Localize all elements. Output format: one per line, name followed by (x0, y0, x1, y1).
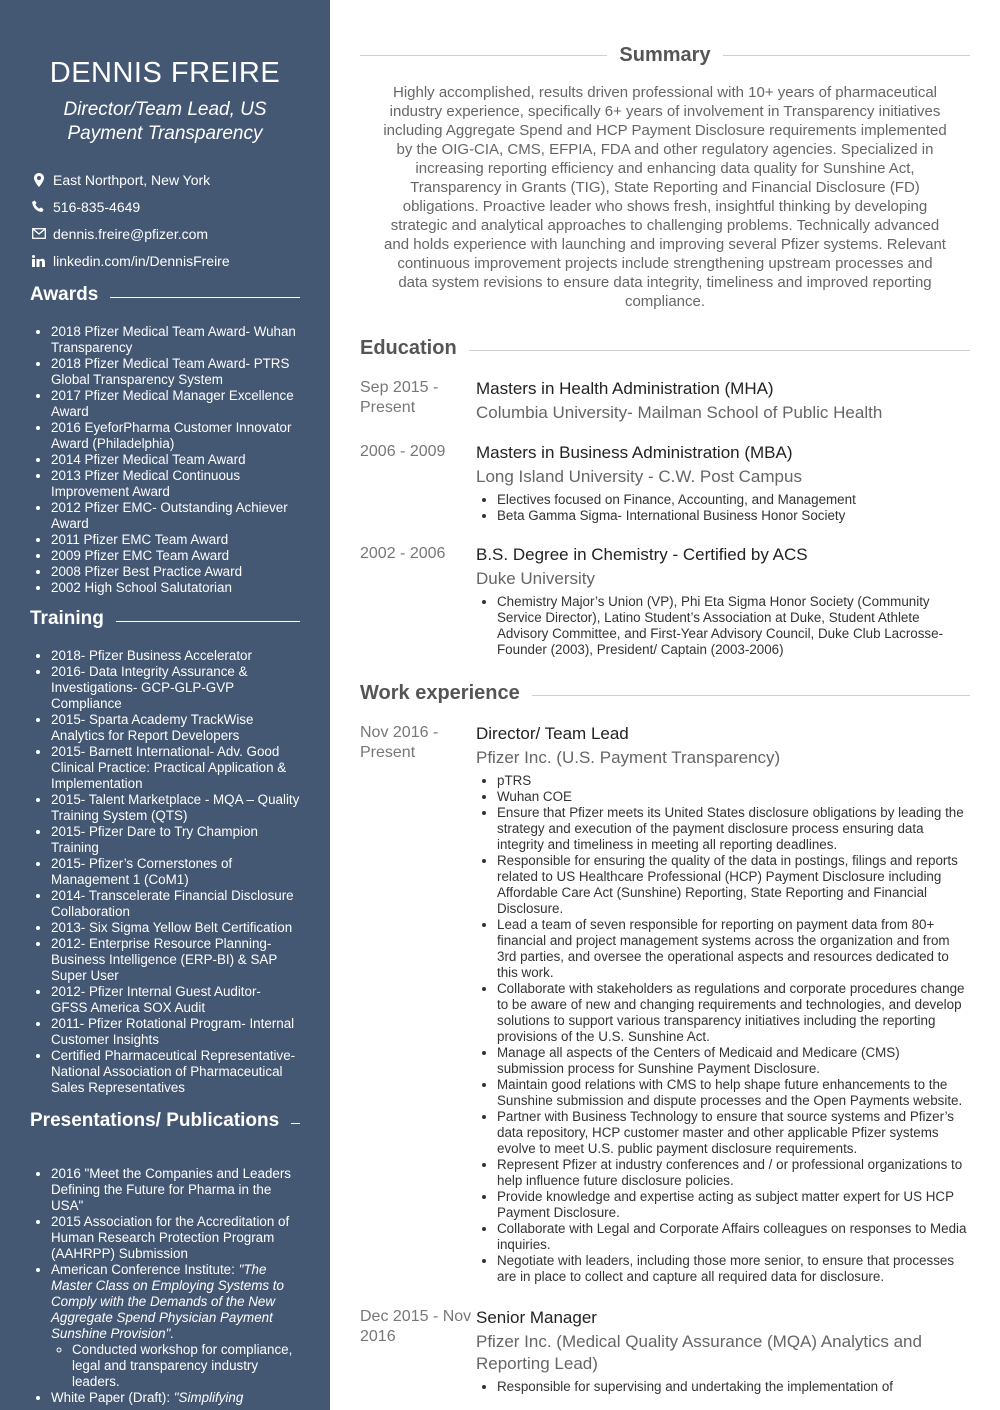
entry-date: Nov 2016 - Present (360, 724, 439, 761)
work-experience-section (360, 682, 970, 1395)
list-item: • Negotiate with leaders, including those more senior, to ensure that processes are in place to collect and capture all required data for disclosure. (497, 1253, 970, 1285)
linkedin-icon (30, 255, 47, 267)
list-item: • Provide knowledge and expertise acting as subject matter expert for US HCP Payment Disclosure. (497, 1189, 970, 1221)
list-item: • Manage all aspects of the Centers of Medicaid and Medicare (CMS) submission process for Sunshine Payment Disclosure. (497, 1045, 970, 1077)
presentations-divider (291, 1123, 300, 1124)
list-item: • 2015- Talent Marketplace - MQA – Quality Training System (QTS) (51, 792, 300, 824)
awards-section (30, 284, 300, 596)
list-item: • 2011- Pfizer Rotational Program- Internal Customer Insights (51, 1016, 300, 1048)
entry-title: Director/ Team Lead (476, 724, 629, 743)
work-entry (360, 723, 970, 1285)
summary-heading-row (360, 42, 970, 68)
education-heading: Education (360, 337, 457, 359)
sidebar (0, 0, 330, 1410)
list-item: • 2018 Pfizer Medical Team Award- Wuhan Transparency (51, 324, 300, 356)
entry-organization: Duke University (476, 569, 596, 588)
list-item: • Electives focused on Finance, Accounting, and Management (497, 492, 970, 508)
training-heading: Training (30, 608, 104, 629)
entry-title: Masters in Business Administration (MBA) (476, 443, 793, 462)
training-divider (116, 621, 300, 622)
summary-text: Highly accomplished, results driven professional with 10+ years of pharmaceutical industry experience, specifically 6+ years of involvement in Transparency initiatives including Aggregate Spend and HCP Payment Disclosure requirements implemented by the OIG-CIA, CMS, EFPIA, FDA and other regulatory agencies. Specialized in increasing reporting efficiency and enhancing data quality for Sunshine Act, Transparency in Grants (TIG), State Reporting and Financial Disclosure (FD) obligations. Proactive leader who shows fresh, insightful thinking by developing strategic and analytical approaches to challenging problems. Technically advanced and holds experience with launching and improving several Pfizer systems. Relevant continuous improvement projects include strengthening upstream processes and data system revisions to ensure data integrity, timeliness and improved reporting compliance. (383, 84, 947, 310)
list-item: • Ensure that Pfizer meets its United States disclosure obligations by leading the strategy and execution of the payment disclosure process ensuring data integrity and timeliness in meeting all reporting deadlines. (497, 805, 970, 853)
entry-organization: Pfizer Inc. (U.S. Payment Transparency) (476, 748, 781, 767)
presentations-heading-row (30, 1110, 300, 1132)
publication-type: White Paper (Draft): (51, 1390, 174, 1405)
entry-bullets (476, 492, 970, 524)
list-item: • 2016 EyeforPharma Customer Innovator Award (Philadelphia) (51, 420, 300, 452)
entry-body (476, 442, 970, 524)
entry-bullets (476, 1379, 970, 1395)
list-item: ◦ Conducted workshop for compliance, legal and transparency industry leaders. (72, 1342, 300, 1390)
entry-date: 2006 - 2009 (360, 443, 446, 460)
presentations-heading: Presentations/ Publications (30, 1110, 280, 1131)
presentation-sub-list (51, 1342, 300, 1390)
location-icon (30, 173, 47, 187)
entry-organization: Columbia University- Mailman School of Public Health (476, 403, 883, 422)
entry-title: Masters in Health Administration (MHA) (476, 379, 774, 398)
phone-icon (30, 200, 47, 213)
education-entry (360, 544, 970, 658)
entry-date: Sep 2015 - Present (360, 379, 439, 416)
contact-linkedin-text[interactable]: linkedin.com/in/DennisFreire (53, 252, 230, 269)
work-entry (360, 1307, 970, 1395)
entry-bullets (476, 773, 970, 1285)
entry-date: 2002 - 2006 (360, 545, 446, 562)
work-heading-row (360, 682, 970, 705)
list-item: • 2016 "Meet the Companies and Leaders Defining the Future for Pharma in the USA" (51, 1166, 300, 1214)
entry-organization: Long Island University - C.W. Post Campus (476, 467, 802, 486)
candidate-name: DENNIS FREIRE (49, 57, 281, 89)
awards-divider (110, 297, 300, 298)
summary-section (360, 42, 970, 311)
email-icon (30, 228, 47, 239)
list-item: • 2015- Pfizer Dare to Try Champion Training (51, 824, 300, 856)
list-item: • Beta Gamma Sigma- International Business Honor Society (497, 508, 970, 524)
list-item: • 2015- Pfizer’s Cornerstones of Management 1 (CoM1) (51, 856, 300, 888)
contact-phone (30, 193, 330, 220)
list-item: • 2012- Pfizer Internal Guest Auditor- GFSS America SOX Audit (51, 984, 300, 1016)
contact-location (30, 166, 330, 193)
presentations-list (30, 1166, 300, 1406)
contact-phone-text: 516-835-4649 (53, 198, 141, 215)
list-item: • 2011 Pfizer EMC Team Award (51, 532, 300, 548)
list-item: • Chemistry Major’s Union (VP), Phi Eta Sigma Honor Society (Community Service Director), Latino Student’s Association at Duke, Student Athlete Advisory Committee, and First-Year Advisory Council, Duke Club Lacrosse- Founder (2003), President/ Captain (2003-2006) (497, 594, 970, 658)
awards-list (30, 324, 300, 596)
training-heading-row (30, 608, 300, 630)
list-item: • Responsible for supervising and undertaking the implementation of (497, 1379, 970, 1395)
list-item: • 2014- Transcelerate Financial Disclosure Collaboration (51, 888, 300, 920)
entry-body (476, 723, 970, 1285)
summary-divider-right (723, 55, 970, 56)
entry-body (476, 378, 970, 424)
awards-heading: Awards (30, 284, 99, 305)
contact-linkedin[interactable] (30, 247, 330, 274)
contact-email[interactable] (30, 220, 330, 247)
publication-title: "Simplifying (173, 1390, 244, 1405)
list-item: • 2009 Pfizer EMC Team Award (51, 548, 300, 564)
work-heading: Work experience (360, 682, 520, 704)
list-item: • 2015- Sparta Academy TrackWise Analytics for Report Developers (51, 712, 300, 744)
list-item: • 2017 Pfizer Medical Manager Excellence Award (51, 388, 300, 420)
entry-bullets (476, 594, 970, 658)
presentations-section (30, 1110, 300, 1406)
list-item: • 2013- Six Sigma Yellow Belt Certification (51, 920, 300, 936)
list-item: • pTRS (497, 773, 970, 789)
list-item: • Partner with Business Technology to ensure that source systems and Pfizer’s data repository, HCP customer master and other applicable Pfizer systems evolve to meet U.S. public payment disclosure requirements. (497, 1109, 970, 1157)
list-item: • Represent Pfizer at industry conferences and / or professional organizations to help influence future disclosure policies. (497, 1157, 970, 1189)
list-item: • 2008 Pfizer Best Practice Award (51, 564, 300, 580)
candidate-headline: Director/Team Lead, US Payment Transparency (63, 99, 267, 144)
entry-title: B.S. Degree in Chemistry - Certified by ACS (476, 545, 808, 564)
training-list (30, 648, 300, 1096)
list-item: • 2012- Enterprise Resource Planning- Business Intelligence (ERP-BI) & SAP Super User (51, 936, 300, 984)
training-section (30, 608, 300, 1096)
list-item: • 2015 Association for the Accreditation of Human Research Protection Program (AAHRPP) Submission (51, 1214, 300, 1262)
education-section (360, 337, 970, 658)
list-item: • 2016- Data Integrity Assurance & Investigations- GCP-GLP-GVP Compliance (51, 664, 300, 712)
entry-body (476, 1307, 970, 1395)
education-heading-row (360, 337, 970, 360)
list-item: • Certified Pharmaceutical Representative-National Association of Pharmaceutical Sales Representatives (51, 1048, 300, 1096)
work-divider (532, 695, 970, 696)
main-content (360, 0, 970, 1410)
entry-title: Senior Manager (476, 1308, 597, 1327)
list-item: • 2018- Pfizer Business Accelerator (51, 648, 300, 664)
list-item: • Lead a team of seven responsible for reporting on payment data from 80+ financial and project management systems across the organization and from 3rd parties, and oversee the operational aspects and resources dedicated to this work. (497, 917, 970, 981)
presentation-title: "The Master Class on Employing Systems to Comply with the Demands of the New Aggregate Spend Physician Payment Sunshine Provision". (51, 1262, 284, 1341)
list-item: • 2014 Pfizer Medical Team Award (51, 452, 300, 468)
list-item: • 2013 Pfizer Medical Continuous Improvement Award (51, 468, 300, 500)
summary-divider-left (360, 55, 607, 56)
summary-heading: Summary (619, 43, 711, 66)
list-item: • Maintain good relations with CMS to help shape future enhancements to the Sunshine submission and dispute processes and the Open Payments website. (497, 1077, 970, 1109)
list-item: • Collaborate with stakeholders as regulations and corporate procedures change to be aware of new and changing requirements and technologies, and develop solutions to support various transparency initiatives including the reporting provisions of the U.S. Sunshine Act. (497, 981, 970, 1045)
presentation-venue: American Conference Institute: (51, 1262, 239, 1277)
list-item: • Wuhan COE (497, 789, 970, 805)
education-entry (360, 378, 970, 424)
contact-email-text[interactable]: dennis.freire@pfizer.com (53, 225, 209, 242)
list-item: • 2015- Barnett International- Adv. Good Clinical Practice: Practical Application & Implementation (51, 744, 300, 792)
list-item (51, 1262, 300, 1390)
list-item: • Collaborate with Legal and Corporate Affairs colleagues on responses to Media inquiries. (497, 1221, 970, 1253)
list-item (51, 1390, 300, 1406)
entry-body (476, 544, 970, 658)
list-item: • 2012 Pfizer EMC- Outstanding Achiever Award (51, 500, 300, 532)
contact-list (30, 166, 330, 274)
list-item: • Responsible for ensuring the quality of the data in postings, filings and reports related to US Healthcare Professional (HCP) Payment Disclosure including Affordable Care Act (Sunshine) Reporting, State Reporting and Financial Disclosure. (497, 853, 970, 917)
entry-date: Dec 2015 - Nov 2016 (360, 1308, 472, 1345)
list-item: • 2018 Pfizer Medical Team Award- PTRS Global Transparency System (51, 356, 300, 388)
entry-organization: Pfizer Inc. (Medical Quality Assurance (MQA) Analytics and Reporting Lead) (476, 1332, 922, 1373)
awards-heading-row (30, 284, 300, 306)
list-item: • 2002 High School Salutatorian (51, 580, 300, 596)
contact-location-text: East Northport, New York (53, 171, 211, 188)
education-entry (360, 442, 970, 524)
education-divider (469, 350, 970, 351)
